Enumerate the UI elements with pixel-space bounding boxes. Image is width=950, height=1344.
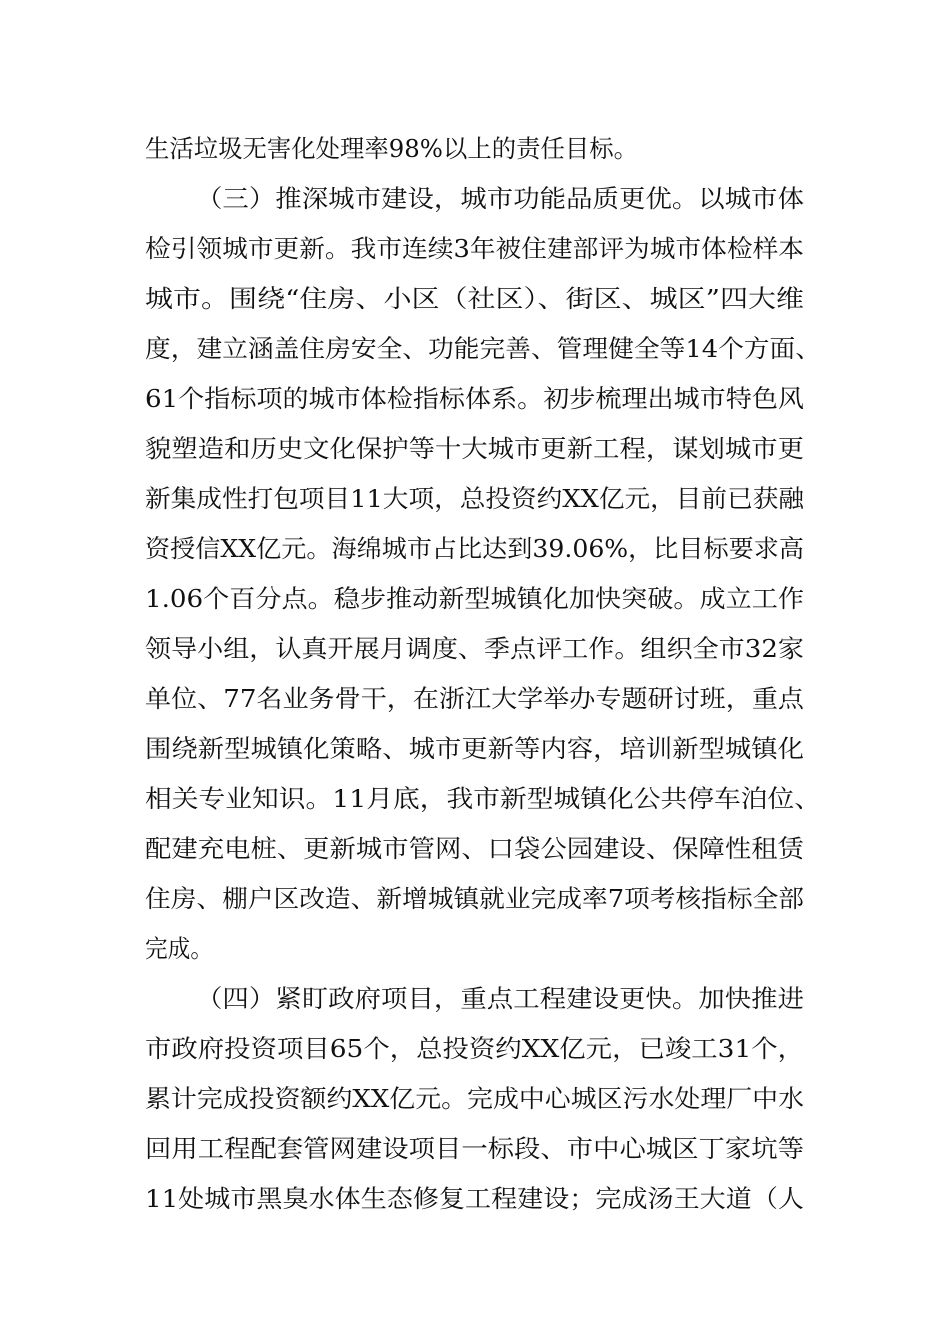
- line-text: 61个指标项的城市体检指标体系。初步梳理出城市特色风: [145, 384, 805, 413]
- line-text: 新集成性打包项目11大项，总投资约XX亿元，目前已获融: [145, 484, 805, 513]
- paragraph-heading-line: [0, 174, 950, 224]
- text-line: [0, 574, 950, 624]
- text-line: [0, 1074, 950, 1124]
- line-text: （三）推深城市建设，城市功能品质更优。以城市体: [196, 184, 805, 213]
- line-text: 市政府投资项目65个，总投资约XX亿元，已竣工31个，: [145, 1034, 805, 1063]
- line-text: 1.06个百分点。稳步推动新型城镇化加快突破。成立工作: [145, 584, 804, 613]
- text-line: [0, 724, 950, 774]
- line-text: 相关专业知识。11月底，我市新型城镇化公共停车泊位、: [145, 784, 822, 813]
- text-line: [0, 424, 950, 474]
- line-text: 累计完成投资额约XX亿元。完成中心城区污水处理厂中水: [145, 1084, 805, 1113]
- line-text: （四）紧盯政府项目，重点工程建设更快。加快推进: [196, 984, 805, 1013]
- line-text: 生活垃圾无害化处理率98%以上的责任目标。: [145, 134, 638, 163]
- line-text: 度，建立涵盖住房安全、功能完善、管理健全等14个方面、: [145, 334, 822, 363]
- text-line: [0, 124, 950, 174]
- text-line: [0, 1124, 950, 1174]
- line-text: 领导小组，认真开展月调度、季点评工作。组织全市32家: [145, 634, 805, 663]
- text-line: [0, 274, 950, 324]
- line-text: 貌塑造和历史文化保护等十大城市更新工程，谋划城市更: [145, 434, 804, 463]
- text-line: [0, 774, 950, 824]
- text-line: [0, 824, 950, 874]
- line-text: 单位、77名业务骨干，在浙江大学举办专题研讨班，重点: [145, 684, 805, 713]
- text-line: [0, 674, 950, 724]
- text-line: [0, 874, 950, 924]
- text-line: [0, 1174, 950, 1224]
- text-line: [0, 324, 950, 374]
- line-text: 围绕新型城镇化策略、城市更新等内容，培训新型城镇化: [145, 734, 804, 763]
- text-line: [0, 374, 950, 424]
- line-text: 城市。围绕“住房、小区（社区）、街区、城区”四大维: [145, 284, 805, 313]
- text-line: [0, 524, 950, 574]
- paragraph-heading-line: [0, 974, 950, 1024]
- line-text: 资授信XX亿元。海绵城市占比达到39.06%，比目标要求高: [145, 534, 805, 563]
- text-line: [0, 224, 950, 274]
- line-text: 检引领城市更新。我市连续3年被住建部评为城市体检样本: [145, 234, 804, 263]
- line-text: 11处城市黑臭水体生态修复工程建设；完成汤王大道（人: [145, 1184, 805, 1213]
- text-line: [0, 474, 950, 524]
- line-text: 回用工程配套管网建设项目一标段、市中心城区丁家坑等: [145, 1134, 804, 1163]
- line-text: 配建充电桩、更新城市管网、口袋公园建设、保障性租赁: [145, 834, 804, 863]
- text-line: [0, 1024, 950, 1074]
- text-line: [0, 924, 950, 974]
- line-text: 完成。: [145, 934, 214, 963]
- line-text: 住房、棚户区改造、新增城镇就业完成率7项考核指标全部: [145, 884, 804, 913]
- text-line: [0, 624, 950, 674]
